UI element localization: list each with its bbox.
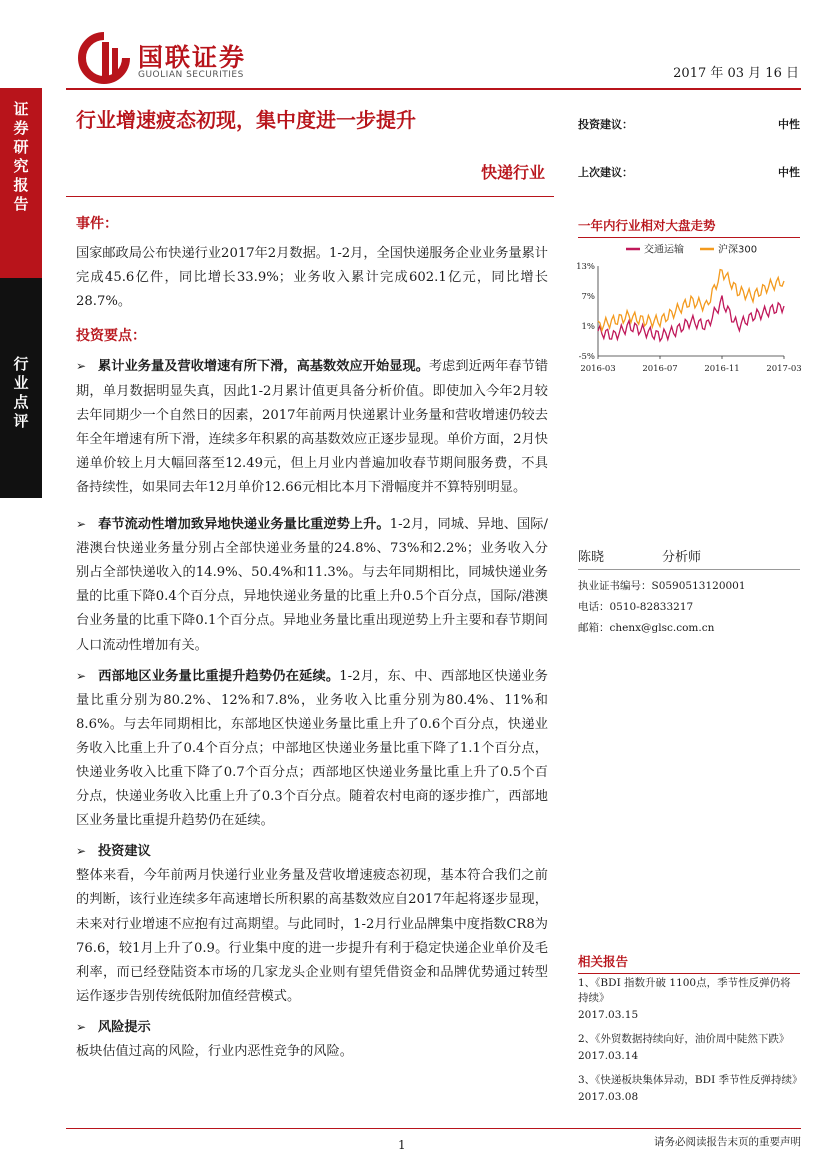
point-item xyxy=(76,664,548,834)
related-reports-heading: 相关报告 xyxy=(578,952,800,974)
event-text: 国家邮政局公布快递行业2017年2月数据。1-2月，全国快递服务企业业务量累计完成45.6亿件，同比增长33.9%；业务收入累计完成602.1亿元，同比增长28.7%。 xyxy=(76,246,548,310)
bullet-arrow-icon: ➢ xyxy=(76,668,87,683)
advice-heading: 投资建议 xyxy=(98,844,151,860)
rating-previous-value: 中性 xyxy=(778,166,800,179)
related-report-title[interactable]: 2、《外贸数据持续向好，油价周中陡然下跌》 xyxy=(578,1033,790,1045)
report-title: 行业增速疲态初现，集中度进一步提升 xyxy=(76,108,416,132)
point-bold: 累计业务量及营收增速有所下滑，高基数效应开始显现。 xyxy=(98,359,429,375)
footer-disclaimer: 请务必阅读报告末页的重要声明 xyxy=(654,1136,801,1148)
rating-previous-label: 上次建议： xyxy=(578,166,633,179)
analyst-phone: 电话：0510-82833217 xyxy=(578,601,694,613)
sidebar-category: 行 业 点 评 xyxy=(13,355,29,430)
brand-name-en: GUOLIAN SECURITIES xyxy=(138,70,244,80)
footer-divider xyxy=(66,1128,801,1129)
header-divider xyxy=(66,88,801,90)
related-report-date: 2017.03.15 xyxy=(578,1009,639,1021)
event-heading: 事件： xyxy=(76,216,118,232)
point-bold: 西部地区业务量比重提升趋势仍在延续。 xyxy=(98,668,340,684)
point-bold: 春节流动性增加致异地快递业务量比重逆势上升。 xyxy=(98,517,390,533)
point-text: 1-2月，东、中、西部地区快递业务量比重分别为80.2%、12%和7.8%，业务收入比重分别为80.4%、11%和8.6%。与去年同期相比，东部地区快递业务量比重上升了0.6个百分点，快递业务收入比重上升了0.4个百分点；中部地区快递业务量比重下降了1.1个百分点，快递业务收入比重下降了0.7个百分点；西部地区快递业务量比重上升了0.5个百分点，快递业务收入比重上升了0.3个百分点。随着农村电商的逐步推广，西部地区业务量比重提升趋势仍在延续。 xyxy=(76,668,548,829)
relative-performance-chart xyxy=(578,240,800,380)
point-item xyxy=(76,512,548,658)
analyst-role: 分析师 xyxy=(662,550,702,565)
analyst-info xyxy=(578,546,800,641)
industry-label: 快递行业 xyxy=(480,163,545,182)
legend-label: 沪深300 xyxy=(718,244,758,256)
points-heading: 投资要点： xyxy=(76,328,146,345)
rating-current-value: 中性 xyxy=(778,118,800,131)
rating-previous xyxy=(578,152,800,200)
brand-name-cn: 国联证券 xyxy=(138,43,247,72)
advice-text: 整体来看，今年前两月快递行业业务量及营收增速疲态初现，基本符合我们之前的判断，该行业连续多年高速增长所积累的高基数效应自2017年起将逐步显现，未来对行业增速不应抱有过高期望。与此同时，1-2月行业品牌集中度指数CR8为76.6，较1月上升了0.9。行业集中度的进一步提升有利于稳定快递企业单价及毛利率，而已经登陆资本市场的几家龙头企业则有望凭借资金和品牌优势通过转型运作逐步告别传统低附加值经营模式。 xyxy=(76,868,548,1004)
related-report-title[interactable]: 1、《BDI 指数升破 1100点，季节性反弹仍将持续》 xyxy=(578,977,791,1004)
point-item xyxy=(76,354,548,500)
report-body xyxy=(76,210,548,1064)
analyst-cert: 执业证书编号：S0590513120001 xyxy=(578,580,746,592)
risk-heading-row xyxy=(76,1015,548,1040)
rating-current-label: 投资建议： xyxy=(578,118,633,131)
point-text: 考虑到近两年春节错期，单月数据明显失真，因此1-2月累计值更具备分析价值。即使加入今年2月较去年同期少一个自然日的因素，2017年前两月快递累计业务量和营收增速仍较去年全年增速有所下滑，连续多年积累的高基数效应正逐步显现。单价方面，2月快递单价较上月大幅回落至12.49元，但上月业内普遍加收春节期间服务费，不具备持续性，如果同去年12月单价12.66元相比本月下滑幅度并不算特别明显。 xyxy=(76,359,549,495)
x-tick-label: 2017-03 xyxy=(766,364,802,374)
x-tick-label: 2016-03 xyxy=(580,364,616,374)
y-tick-label: 1% xyxy=(581,322,595,332)
risk-heading: 风险提示 xyxy=(98,1019,151,1035)
advice-heading-row xyxy=(76,839,548,864)
brand-logo xyxy=(78,32,298,84)
page-number: 1 xyxy=(398,1138,406,1152)
report-date: 2017 年 03 月 16 日 xyxy=(673,66,799,81)
title-divider xyxy=(66,196,554,197)
related-report-title[interactable]: 3、《快递板块集体异动，BDI 季节性反弹持续》 xyxy=(578,1074,803,1086)
bullet-arrow-icon: ➢ xyxy=(76,517,87,532)
related-reports-list xyxy=(578,976,803,1114)
sidebar-report-type: 证 券 研 究 报 告 xyxy=(13,100,29,213)
guolian-logo-icon xyxy=(78,32,130,84)
y-tick-label: 7% xyxy=(581,292,595,302)
bullet-arrow-icon: ➢ xyxy=(76,1019,87,1034)
y-tick-label: -5% xyxy=(578,352,595,362)
chart-title: 一年内行业相对大盘走势 xyxy=(578,216,800,238)
risk-text: 板块估值过高的风险，行业内恶性竞争的风险。 xyxy=(76,1044,353,1059)
rating-panel xyxy=(578,104,800,200)
point-text: 1-2月，同城、异地、国际/港澳台快递业务量分别占全部快递业务量的24.8%、73%和2.2%；业务收入分别占全部快递收入的14.9%、50.4%和11.3%。与去年同期相比，同城快递业务量的比重下降0.4个百分点，异地快递业务量的比重上升0.5个百分点，国际/港澳台业务量的比重下降0.1个百分点。异地业务量比重出现逆势上升主要和春节期间人口流动性增加有关。 xyxy=(76,517,548,653)
analyst-name: 陈晓 xyxy=(578,550,605,565)
y-tick-label: 13% xyxy=(576,262,595,272)
rating-current xyxy=(578,104,800,152)
legend-label: 交通运输 xyxy=(644,244,684,256)
related-report-date: 2017.03.14 xyxy=(578,1050,639,1062)
analyst-email: 邮箱：chenx@glsc.com.cn xyxy=(578,622,715,634)
analyst-name-row xyxy=(578,546,800,570)
x-tick-label: 2016-07 xyxy=(642,364,678,374)
x-tick-label: 2016-11 xyxy=(704,364,740,374)
bullet-arrow-icon: ➢ xyxy=(76,844,87,859)
bullet-arrow-icon: ➢ xyxy=(76,359,87,374)
related-report-date: 2017.03.08 xyxy=(578,1091,639,1103)
